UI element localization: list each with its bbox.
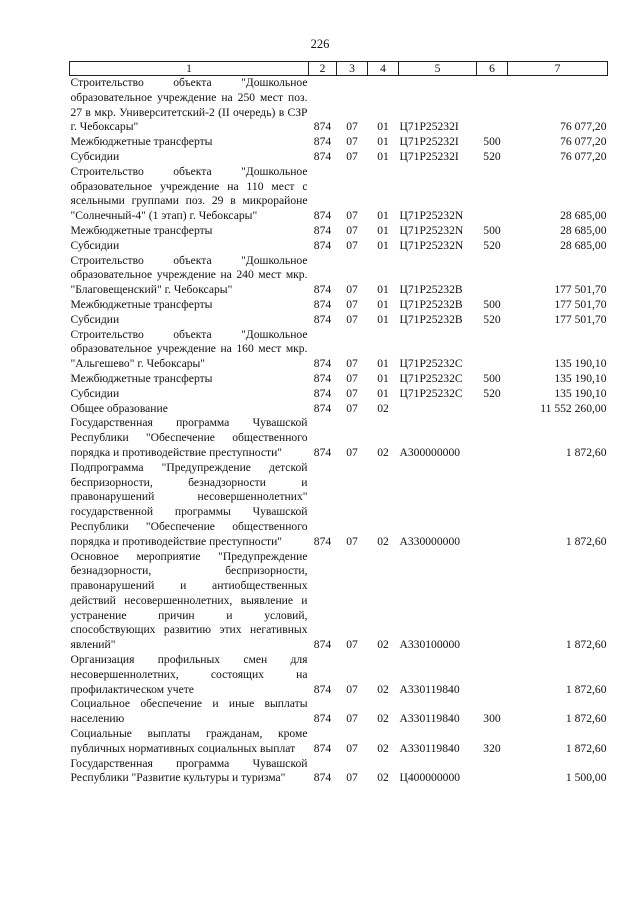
row-expense-type <box>477 402 508 417</box>
row-expense-type <box>477 461 508 550</box>
row-expense-type: 500 <box>483 371 501 385</box>
row-ministry-code: 874 <box>313 357 332 371</box>
row-section-code: 07 <box>346 135 358 149</box>
row-amount: 177 501,70 <box>554 297 607 311</box>
row-subsection-code: 02 <box>377 682 389 696</box>
row-section-code: 07 <box>346 357 358 371</box>
row-name: Межбюджетные трансферты <box>70 371 213 385</box>
row-target-article: Ц71Р25232С <box>399 357 463 371</box>
row-name: Межбюджетные трансферты <box>70 223 213 237</box>
row-section-code: 07 <box>346 445 358 459</box>
table-row <box>70 697 608 727</box>
row-section-code: 07 <box>346 283 358 297</box>
row-subsection-code: 01 <box>377 297 389 311</box>
row-name: Субсидии <box>70 149 120 163</box>
row-ministry-code: 874 <box>313 135 332 149</box>
row-section-code: 07 <box>346 534 358 548</box>
header-cell-6: 6 <box>477 62 508 76</box>
row-expense-type <box>477 165 508 224</box>
row-target-article: Ц71Р25232N <box>399 223 464 237</box>
row-name: Организация профильных смен для несовершеннолетних, состоящих на профилактическом учете <box>70 653 308 696</box>
row-amount: 1 872,60 <box>565 741 607 755</box>
row-subsection-code: 02 <box>377 534 389 548</box>
row-amount: 135 190,10 <box>554 357 607 371</box>
table-row <box>70 165 608 224</box>
row-ministry-code: 874 <box>313 386 332 400</box>
row-ministry-code: 874 <box>313 741 332 755</box>
row-subsection-code: 01 <box>377 357 389 371</box>
row-amount: 28 685,00 <box>560 209 607 223</box>
row-expense-type <box>477 76 508 136</box>
row-name: Государственная программа Чувашской Республики "Развитие культуры и туризма" <box>70 756 308 785</box>
row-subsection-code: 02 <box>377 445 389 459</box>
table-header <box>70 62 608 76</box>
page-number: 226 <box>310 37 330 51</box>
row-expense-type: 300 <box>483 712 501 726</box>
row-section-code: 07 <box>346 771 358 785</box>
row-ministry-code: 874 <box>313 209 332 223</box>
row-section-code: 07 <box>346 712 358 726</box>
row-ministry-code: 874 <box>313 283 332 297</box>
table-row <box>70 328 608 372</box>
row-ministry-code: 874 <box>313 312 332 326</box>
header-cell-2: 2 <box>309 62 337 76</box>
table-row <box>70 76 608 136</box>
row-target-article: Ц71Р25232В <box>399 297 463 311</box>
row-amount: 1 872,60 <box>565 682 607 696</box>
row-name: Межбюджетные трансферты <box>70 135 213 149</box>
row-name: Строительство объекта "Дошкольное образовательное учреждение на 250 мест поз. 27 в мкр. Университетский-2 (II очередь) в СЗР г. Чебоксары" <box>70 76 308 134</box>
row-target-article: Ц71Р25232I <box>399 135 459 149</box>
row-name: Субсидии <box>70 238 120 252</box>
row-target-article: А330000000 <box>399 534 461 548</box>
row-ministry-code: 874 <box>313 445 332 459</box>
budget-table <box>69 61 608 786</box>
row-name: Общее образование <box>70 401 168 415</box>
row-subsection-code: 02 <box>377 401 389 415</box>
row-name: Строительство объекта "Дошкольное образовательное учреждение на 240 мест мкр. "Благовещенский" г. Чебоксары" <box>70 253 308 297</box>
row-target-article: Ц400000000 <box>399 771 461 785</box>
row-amount: 1 872,60 <box>565 638 607 652</box>
row-expense-type <box>477 757 508 787</box>
table-row <box>70 372 608 387</box>
table-row <box>70 135 608 150</box>
row-subsection-code: 01 <box>377 312 389 326</box>
row-expense-type <box>477 653 508 697</box>
row-ministry-code: 874 <box>313 223 332 237</box>
row-amount: 11 552 260,00 <box>540 401 607 415</box>
table-row <box>70 239 608 254</box>
table-row <box>70 224 608 239</box>
row-target-article: Ц71Р25232N <box>399 209 464 223</box>
row-name: Строительство объекта "Дошкольное образовательное учреждение на 160 мест мкр. "Альгешево" г. Чебоксары" <box>70 327 308 371</box>
row-ministry-code: 874 <box>313 297 332 311</box>
row-subsection-code: 01 <box>377 120 389 134</box>
row-target-article: Ц71Р25232В <box>399 283 463 297</box>
table-row <box>70 727 608 757</box>
row-target-article: Ц71Р25232I <box>399 120 459 134</box>
table-body <box>70 76 608 787</box>
row-expense-type <box>477 328 508 372</box>
header-cell-3: 3 <box>337 62 368 76</box>
row-ministry-code: 874 <box>313 534 332 548</box>
row-amount: 177 501,70 <box>554 283 607 297</box>
row-amount: 135 190,10 <box>554 386 607 400</box>
header-cell-7: 7 <box>508 62 608 76</box>
row-expense-type <box>477 550 508 654</box>
table-row <box>70 416 608 460</box>
header-row <box>70 62 608 76</box>
table-row <box>70 757 608 787</box>
row-section-code: 07 <box>346 682 358 696</box>
table-row <box>70 254 608 298</box>
table-row <box>70 402 608 417</box>
row-expense-type: 500 <box>483 135 501 149</box>
row-target-article: А330119840 <box>399 712 460 726</box>
row-target-article: Ц71Р25232С <box>399 371 463 385</box>
row-subsection-code: 02 <box>377 771 389 785</box>
row-section-code: 07 <box>346 371 358 385</box>
row-section-code: 07 <box>346 386 358 400</box>
header-cell-4: 4 <box>368 62 399 76</box>
row-ministry-code: 874 <box>313 371 332 385</box>
row-target-article <box>399 402 477 417</box>
row-target-article: Ц71Р25232С <box>399 386 463 400</box>
row-subsection-code: 01 <box>377 283 389 297</box>
header-cell-1: 1 <box>70 62 309 76</box>
row-expense-type: 500 <box>483 297 501 311</box>
row-amount: 1 872,60 <box>565 445 607 459</box>
row-amount: 28 685,00 <box>560 238 607 252</box>
row-target-article: А330100000 <box>399 638 461 652</box>
row-expense-type <box>477 416 508 460</box>
row-subsection-code: 01 <box>377 371 389 385</box>
row-ministry-code: 874 <box>313 712 332 726</box>
table-row <box>70 550 608 654</box>
row-target-article: Ц71Р25232В <box>399 312 463 326</box>
row-target-article: Ц71Р25232I <box>399 149 459 163</box>
row-amount: 1 872,60 <box>565 534 607 548</box>
row-expense-type: 520 <box>483 386 501 400</box>
row-name: Субсидии <box>70 386 120 400</box>
row-section-code: 07 <box>346 149 358 163</box>
row-subsection-code: 01 <box>377 223 389 237</box>
row-target-article: Ц71Р25232N <box>399 238 464 252</box>
table-row <box>70 387 608 402</box>
row-expense-type: 520 <box>483 238 501 252</box>
row-subsection-code: 01 <box>377 135 389 149</box>
row-amount: 177 501,70 <box>554 312 607 326</box>
header-cell-5: 5 <box>399 62 477 76</box>
row-name: Социальные выплаты гражданам, кроме публичных нормативных социальных выплат <box>70 727 308 755</box>
table-row <box>70 461 608 550</box>
row-ministry-code: 874 <box>313 638 332 652</box>
row-ministry-code: 874 <box>313 238 332 252</box>
row-subsection-code: 01 <box>377 386 389 400</box>
row-ministry-code: 874 <box>313 771 332 785</box>
row-subsection-code: 01 <box>377 209 389 223</box>
row-name: Строительство объекта "Дошкольное образовательное учреждение на 110 мест с ясельными группами поз. 29 в микрорайоне "Солнечный-4" (1 этап) г. Чебоксары" <box>70 164 308 223</box>
row-section-code: 07 <box>346 297 358 311</box>
row-expense-type: 520 <box>483 312 501 326</box>
row-section-code: 07 <box>346 120 358 134</box>
row-expense-type: 500 <box>483 223 501 237</box>
row-expense-type: 520 <box>483 149 501 163</box>
row-section-code: 07 <box>346 401 358 415</box>
row-subsection-code: 02 <box>377 741 389 755</box>
row-amount: 76 077,20 <box>560 149 607 163</box>
row-amount: 1 500,00 <box>565 771 607 785</box>
row-subsection-code: 01 <box>377 149 389 163</box>
row-amount: 135 190,10 <box>554 371 607 385</box>
row-name: Государственная программа Чувашской Республики "Обеспечение общественного порядка и противодействие преступности" <box>70 416 308 459</box>
row-name: Социальное обеспечение и иные выплаты населению <box>70 697 308 726</box>
row-amount: 1 872,60 <box>565 712 607 726</box>
row-name: Подпрограмма "Предупреждение детской беспризорности, безнадзорности и правонарушений несовершеннолетних" государственной программы Чувашской Республики "Обеспечение общественного порядка и противодействие преступности" <box>70 460 308 548</box>
row-section-code: 07 <box>346 312 358 326</box>
row-target-article: А330119840 <box>399 682 460 696</box>
row-subsection-code: 02 <box>377 712 389 726</box>
row-expense-type: 320 <box>483 741 501 755</box>
row-name: Субсидии <box>70 312 120 326</box>
row-ministry-code: 874 <box>313 682 332 696</box>
row-section-code: 07 <box>346 223 358 237</box>
row-ministry-code: 874 <box>313 401 332 415</box>
row-amount: 28 685,00 <box>560 223 607 237</box>
row-name: Основное мероприятие "Предупреждение безнадзорности, беспризорности, правонарушений и антиобщественных действий несовершеннолетних, выявление и устранение причин и условий, способствующих развитию этих негативных явлений" <box>70 549 308 652</box>
row-section-code: 07 <box>346 238 358 252</box>
row-section-code: 07 <box>346 741 358 755</box>
row-subsection-code: 01 <box>377 238 389 252</box>
table-row <box>70 298 608 313</box>
row-amount: 76 077,20 <box>560 120 607 134</box>
table-row <box>70 313 608 328</box>
row-ministry-code: 874 <box>313 149 332 163</box>
row-amount: 76 077,20 <box>560 135 607 149</box>
row-section-code: 07 <box>346 209 358 223</box>
row-expense-type <box>477 254 508 298</box>
table-row <box>70 150 608 165</box>
row-target-article: А300000000 <box>399 445 461 459</box>
table-row <box>70 653 608 697</box>
row-subsection-code: 02 <box>377 638 389 652</box>
row-section-code: 07 <box>346 638 358 652</box>
row-target-article: А330119840 <box>399 741 460 755</box>
row-name: Межбюджетные трансферты <box>70 297 213 311</box>
row-ministry-code: 874 <box>313 120 332 134</box>
